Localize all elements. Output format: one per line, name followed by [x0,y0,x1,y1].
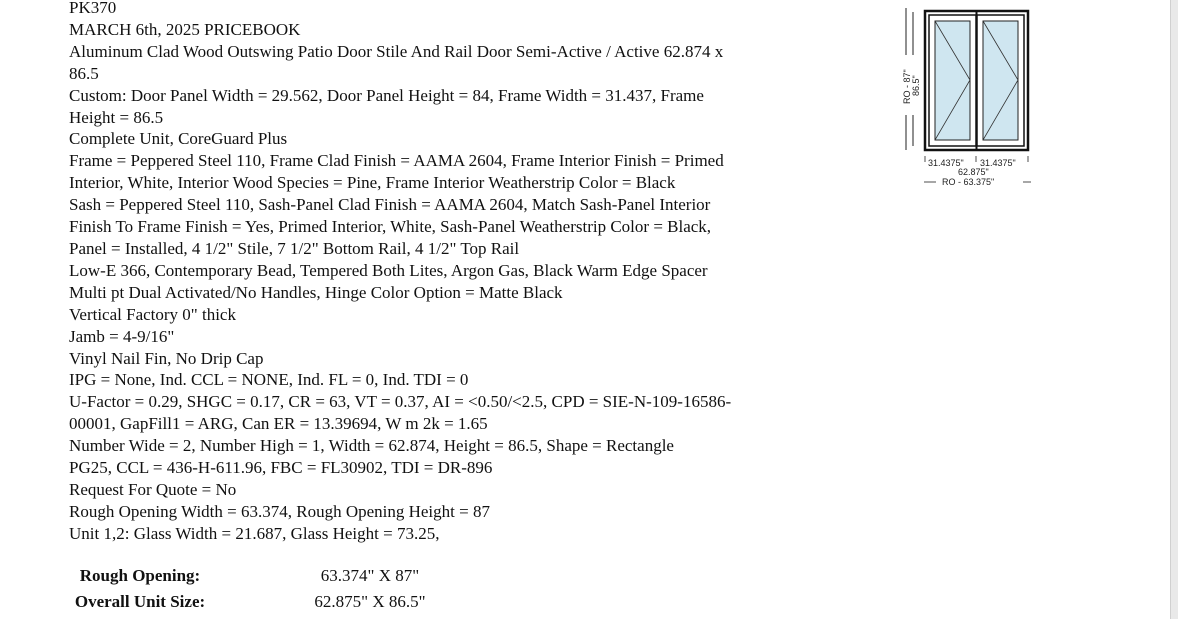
spec-line-jamb: Jamb = 4-9/16" [69,326,175,346]
spec-line-rough-opening: Rough Opening Width = 63.374, Rough Opening Height = 87 [69,501,490,521]
spec-line-description: Aluminum Clad Wood Outswing Patio Door Stile And Rail Door Semi-Active / Active 62.874 x [69,41,724,61]
rough-opening-label: Rough Opening: [79,566,201,585]
spec-line-custom-cont: Height = 86.5 [69,107,164,127]
overall-size-label: Overall Unit Size: [74,592,206,611]
spec-line-custom: Custom: Door Panel Width = 29.562, Door Panel Height = 84, Frame Width = 31.437, Frame [69,85,704,105]
left-width-label: 31.4375" [928,158,964,168]
spec-line-unit: Complete Unit, CoreGuard Plus [69,129,288,149]
spec-line-ipg: IPG = None, Ind. CCL = NONE, Ind. FL = 0, Ind. TDI = 0 [69,370,469,390]
rough-opening-value: 63.374" X 87" [320,566,420,585]
spec-line-hardware: Multi pt Dual Activated/No Handles, Hinge Color Option = Matte Black [69,282,563,302]
unit-width-label: 62.875" [958,167,989,177]
door-elevation-svg [880,0,1050,200]
left-panel-glass [935,21,970,140]
spec-line-ufactor: U-Factor = 0.29, SHGC = 0.17, CR = 63, VT = 0.37, AI = <0.50/<2.5, CPD = SIE-N-109-16586- [69,392,732,412]
spec-line-sash-cont: Finish To Frame Finish = Yes, Primed Interior, White, Sash-Panel Weatherstrip Color = Black, [69,217,712,237]
spec-line-sash: Sash = Peppered Steel 110, Sash-Panel Clad Finish = AAMA 2604, Match Sash-Panel Interior [69,195,711,215]
ro-width-label: RO - 63.375" [942,177,995,187]
spec-line-vertical: Vertical Factory 0" thick [69,304,236,324]
spec-line-glass-size: Unit 1,2: Glass Width = 21.687, Glass Height = 73.25, [69,523,440,543]
right-panel-glass [983,21,1018,140]
spec-line-frame-cont: Interior, White, Interior Wood Species = Pine, Frame Interior Weatherstrip Color = Black [69,173,676,193]
spec-line-glass: Low-E 366, Contemporary Bead, Tempered Both Lites, Argon Gas, Black Warm Edge Spacer [69,260,708,280]
right-width-label: 31.4375" [980,158,1016,168]
spec-line-quote: Request For Quote = No [69,479,237,499]
overall-size-value: 62.875" X 86.5" [314,592,426,611]
spec-line-model: PK370 [69,0,117,17]
spec-line-description-cont: 86.5 [69,63,99,83]
spec-text-block [69,0,829,545]
spec-line-panel: Panel = Installed, 4 1/2" Stile, 7 1/2" Bottom Rail, 4 1/2" Top Rail [69,238,520,258]
spec-line-pricebook: MARCH 6th, 2025 PRICEBOOK [69,19,301,39]
spec-line-nailfin: Vinyl Nail Fin, No Drip Cap [69,348,264,368]
spec-line-pg: PG25, CCL = 436-H-611.96, FBC = FL30902, TDI = DR-896 [69,458,493,478]
door-elevation-drawing [880,0,1050,200]
spec-line-frame: Frame = Peppered Steel 110, Frame Clad Finish = AAMA 2604, Frame Interior Finish = Primed [69,151,724,171]
unit-height-label: 86.5" [911,75,921,96]
spec-line-number: Number Wide = 2, Number High = 1, Width = 62.874, Height = 86.5, Shape = Rectangle [69,436,674,456]
page-edge [1171,0,1178,619]
spec-line-ufactor-cont: 00001, GapFill1 = ARG, Can ER = 13.39694, W m 2k = 1.65 [69,414,488,434]
ro-height-label: RO - 87" [902,69,912,104]
